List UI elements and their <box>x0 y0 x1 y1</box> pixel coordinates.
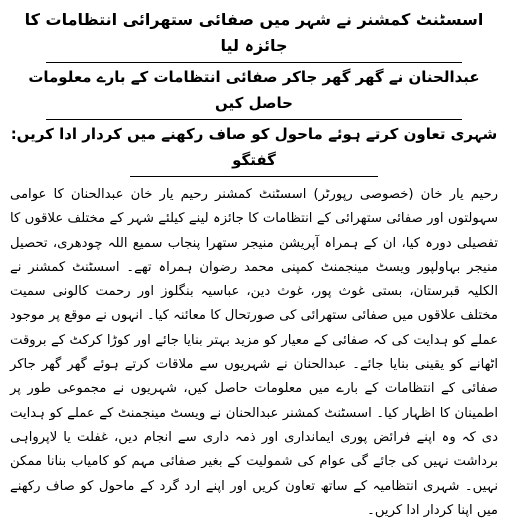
main-headline: اسسٹنٹ کمشنر نے شہر میں صفائی ستھرائی انتظامات کا جائزہ لیا <box>24 10 484 55</box>
quote-headline: شہری تعاون کرتے ہوئے ماحول کو صاف رکھنے میں کردار ادا کریں: گفتگو <box>10 125 498 169</box>
headline-divider <box>130 176 378 177</box>
article-paragraph: رحیم یار خان (خصوصی رپورٹر) اسسٹنٹ کمشنر رحیم یار خان عبدالحنان کا عوامی سہولتوں اور صفائی ستھرائی کے انتظامات کا جائزہ لینے کیلئے شہر کے مختلف علاقوں کا تفصیلی دورہ کیا، ان کے ہمراہ آپریشن منیجر ستھرا پنجاب سمیع اللہ چودھری، تحصیل منیجر بہاولپور ویسٹ مینجمنٹ کمپنی محمد رضوان ہمراہ تھے۔ اسسٹنٹ کمشنر نے الکلیہ قبرستان، بستی غوث پور، غوث دین، عباسیہ بنگلوز اور رحمت کالونی سمیت مختلف علاقوں میں صفائی ستھرائی کی صورتحال کا معائنہ کیا۔ انہوں نے موقع پر موجود عملے کو ہدایت کی کہ صفائی کے معیار کو مزید بہتر بنایا جائے اور کوڑا کرکٹ کے بروقت اٹھانے کو یقینی بنایا جائے۔ عبدالحنان نے شہریوں سے ملاقات کرتے ہوئے گھر گھر جاکر صفائی کے انتظامات کے بارے میں معلومات حاصل کیں، شہریوں نے مجموعی طور پر اطمینان کا اظہار کیا۔ اسسٹنٹ کمشنر عبدالحنان نے ویسٹ مینجمنٹ کے عملے کو ہدایت دی کہ وہ اپنے فرائض پوری ایمانداری اور ذمہ داری سے انجام دیں، غفلت یا لاپرواہی برداشت نہیں کی جائے گی عوام کی شمولیت کے بغیر صفائی مہم کو کامیاب بنانا ممکن نہیں۔ شہری انتظامیہ کے ساتھ تعاون کریں اور اپنے ارد گرد کے ماحول کو صاف رکھنے میں اپنا کردار ادا کریں۔ <box>10 187 498 518</box>
headline-block <box>10 6 498 177</box>
article-body <box>10 183 498 523</box>
sub-headline: عبدالحنان نے گھر گھر جاکر صفائی انتظامات کے بارے معلومات حاصل کیں <box>28 68 480 112</box>
